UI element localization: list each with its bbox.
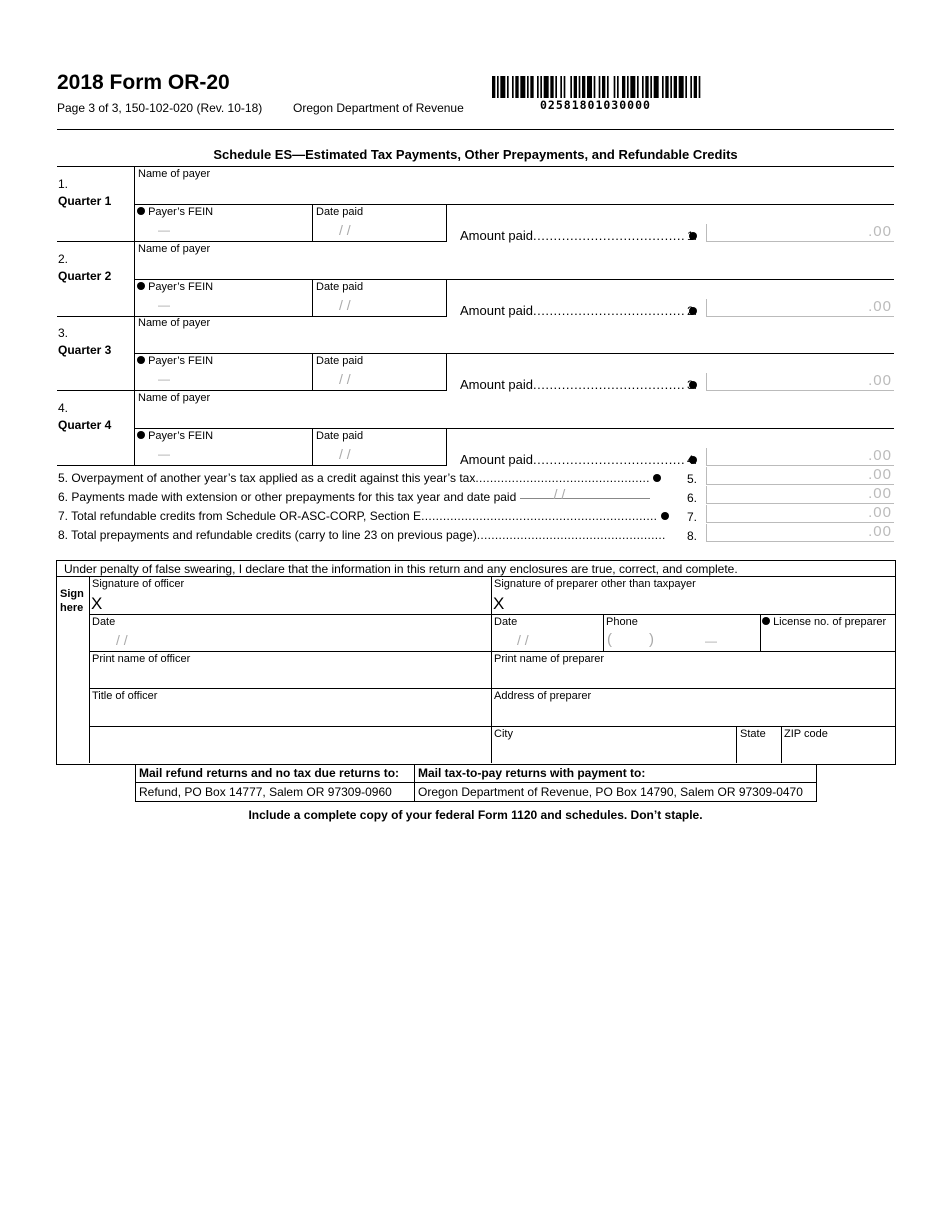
state-divider (736, 726, 737, 763)
line-amount-field[interactable] (706, 505, 894, 523)
schedule-line-7: 7. Total refundable credits from Schedule OR-ASC-CORP, Section E................................................................. (58, 509, 669, 523)
state-label: State (740, 728, 766, 740)
phone-label: Phone (606, 616, 638, 628)
phone-field[interactable] (606, 630, 756, 650)
fein-divider (312, 204, 313, 241)
title-officer-field[interactable] (92, 704, 490, 724)
officer-date-field[interactable]: / / (116, 632, 128, 648)
preparer-date-field[interactable]: / / (517, 632, 529, 648)
required-bullet-icon (137, 207, 145, 215)
date-divider (446, 204, 447, 241)
quarter-bottom-rule (57, 465, 447, 466)
schedule-top-rule (57, 166, 894, 167)
fein-dash: — (158, 372, 170, 386)
amount-paid-label: Amount paid..................................... (460, 452, 697, 467)
fein-dash: — (158, 447, 170, 461)
pay-address: Oregon Department of Revenue, PO Box 14790, Salem OR 97309-0470 (418, 785, 803, 799)
title-officer-label: Title of officer (92, 690, 158, 702)
fein-field[interactable] (138, 293, 310, 313)
city-label: City (494, 728, 513, 740)
date-paid-field[interactable]: / / (339, 446, 351, 462)
required-bullet-icon (653, 474, 661, 482)
payer-name-label: Name of payer (138, 243, 211, 255)
quarter-bottom-rule (57, 390, 447, 391)
fein-dash: — (158, 223, 170, 237)
schedule-line-6: 6. Payments made with extension or other prepayments for this tax year and date paid / / (58, 490, 650, 504)
quarter-bottom-rule (57, 316, 447, 317)
payer-name-rule (134, 204, 894, 205)
quarter-name: Quarter 2 (58, 269, 112, 283)
license-field[interactable] (762, 630, 892, 650)
preparer-signature-x: X (493, 594, 505, 613)
line-amount-field[interactable] (706, 467, 894, 485)
payer-name-label: Name of payer (138, 317, 211, 329)
line-number: 8. (687, 529, 698, 543)
officer-signature-field[interactable] (92, 578, 490, 614)
address-preparer-field[interactable] (494, 704, 892, 724)
payer-name-field[interactable] (138, 257, 892, 277)
amount-paid-label: Amount paid..................................... (460, 377, 697, 392)
date-paid-field[interactable]: / / (339, 297, 351, 313)
fein-label: Payer’s FEIN (148, 430, 214, 442)
sign-row-rule-1 (89, 614, 895, 615)
cents-placeholder: .00 (868, 504, 892, 521)
quarter-number: 1. (58, 177, 69, 191)
print-officer-label: Print name of officer (92, 653, 191, 665)
quarter-number: 3. (58, 326, 69, 340)
fein-divider (312, 428, 313, 465)
header-divider (57, 129, 894, 130)
fein-label: Payer’s FEIN (148, 281, 214, 293)
line-number: 4. (687, 453, 698, 467)
fein-divider (312, 279, 313, 316)
license-label: License no. of preparer (773, 616, 887, 628)
zip-field[interactable] (784, 742, 892, 762)
amount-paid-field[interactable] (706, 373, 894, 391)
payer-name-field[interactable] (138, 406, 892, 426)
line-number: 6. (687, 491, 698, 505)
sign-middle-divider (491, 576, 492, 763)
amount-paid-field[interactable] (706, 299, 894, 317)
quarter-name: Quarter 1 (58, 194, 112, 208)
officer-date-label: Date (92, 616, 116, 628)
fein-label: Payer’s FEIN (148, 206, 214, 218)
preparer-date-label: Date (494, 616, 518, 628)
mail-rule (135, 782, 816, 783)
print-preparer-label: Print name of preparer (494, 653, 605, 665)
amount-paid-label: Amount paid..................................... (460, 228, 697, 243)
payer-name-field[interactable] (138, 331, 892, 351)
city-field[interactable] (494, 742, 734, 762)
quarter-bottom-rule (57, 241, 447, 242)
line-number: 3. (687, 378, 698, 392)
pay-heading: Mail tax-to-pay returns with payment to: (418, 766, 646, 780)
required-bullet-icon (137, 282, 145, 290)
sign-row-rule-2 (89, 651, 895, 652)
phone-dash: — (705, 634, 717, 648)
amount-paid-field[interactable] (706, 448, 894, 466)
sign-row-rule-3 (89, 688, 895, 689)
state-field[interactable] (740, 742, 780, 762)
declaration-text: Under penalty of false swearing, I declare that the information in this return and any enclosures are true, correct, and complete. (64, 562, 738, 576)
date-paid-field[interactable]: / / (339, 371, 351, 387)
date-paid-field[interactable]: / / (339, 222, 351, 238)
payer-name-label: Name of payer (138, 168, 211, 180)
schedule-line-8: 8. Total prepayments and refundable credits (carry to line 23 on previous page).................................................... (58, 528, 666, 542)
required-bullet-icon (137, 431, 145, 439)
schedule-title: Schedule ES—Estimated Tax Payments, Other Prepayments, and Refundable Credits (213, 147, 738, 162)
line-number: 1. (687, 229, 698, 243)
zip-divider (781, 726, 782, 763)
phone-divider (603, 614, 604, 651)
fein-field[interactable] (138, 218, 310, 238)
line-amount-field[interactable] (706, 524, 894, 542)
preparer-signature-field[interactable] (494, 578, 892, 614)
quarter-name: Quarter 4 (58, 418, 112, 432)
line-amount-field[interactable] (706, 486, 894, 504)
cents-placeholder: .00 (868, 372, 892, 389)
quarter-name: Quarter 3 (58, 343, 112, 357)
form-title: 2018 Form OR-20 (57, 71, 230, 94)
license-divider (760, 614, 761, 651)
officer-signature-x: X (91, 594, 103, 613)
print-preparer-field[interactable] (494, 667, 892, 687)
date-paid-label: Date paid (316, 206, 364, 218)
refund-heading: Mail refund returns and no tax due returns to: (139, 766, 400, 780)
amount-paid-label: Amount paid..................................... (460, 303, 697, 318)
date-divider (446, 428, 447, 465)
cents-placeholder: .00 (868, 523, 892, 540)
footer-note: Include a complete copy of your federal Form 1120 and schedules. Don’t staple. (248, 808, 703, 822)
department-name: Oregon Department of Revenue (293, 101, 464, 115)
barcode-number: 02581801030000 (540, 98, 651, 112)
sign-here-label: Sign here (60, 588, 84, 614)
sign-here-divider (89, 576, 90, 763)
date-paid-label: Date paid (316, 355, 364, 367)
date-divider (446, 279, 447, 316)
quarter-number: 4. (58, 401, 69, 415)
officer-signature-label: Signature of officer (92, 578, 185, 590)
line-number: 7. (687, 510, 698, 524)
phone-close-paren: ) (649, 631, 654, 648)
print-officer-field[interactable] (92, 667, 490, 687)
cents-placeholder: .00 (868, 223, 892, 240)
declaration-rule (56, 576, 895, 577)
phone-open-paren: ( (607, 631, 612, 648)
fein-divider (312, 353, 313, 390)
sign-row-rule-4 (89, 726, 895, 727)
line-number: 5. (687, 472, 698, 486)
required-bullet-icon (661, 512, 669, 520)
line6-date-field[interactable]: / / (553, 486, 566, 502)
payer-name-rule (134, 353, 894, 354)
payer-name-label: Name of payer (138, 392, 211, 404)
required-bullet-icon (137, 356, 145, 364)
date-divider (446, 353, 447, 390)
payer-name-rule (134, 279, 894, 280)
date-paid-label: Date paid (316, 430, 364, 442)
page-info: Page 3 of 3, 150-102-020 (Rev. 10-18) (57, 101, 263, 115)
barcode-image (492, 76, 702, 98)
payer-name-rule (134, 428, 894, 429)
amount-paid-field[interactable] (706, 224, 894, 242)
cents-placeholder: .00 (868, 298, 892, 315)
cents-placeholder: .00 (868, 447, 892, 464)
cents-placeholder: .00 (868, 466, 892, 483)
payer-name-field[interactable] (138, 182, 892, 202)
zip-label: ZIP code (784, 728, 828, 740)
fein-label: Payer’s FEIN (148, 355, 214, 367)
date-paid-label: Date paid (316, 281, 364, 293)
fein-field[interactable] (138, 442, 310, 462)
schedule-line-5: 5. Overpayment of another year’s tax applied as a credit against this year’s tax................................................ (58, 471, 661, 485)
fein-dash: — (158, 298, 170, 312)
line-number: 2. (687, 304, 698, 318)
preparer-signature-label: Signature of preparer other than taxpayer (494, 578, 696, 590)
cents-placeholder: .00 (868, 485, 892, 502)
quarter-number: 2. (58, 252, 69, 266)
address-preparer-label: Address of preparer (494, 690, 592, 702)
refund-address: Refund, PO Box 14777, Salem OR 97309-0960 (139, 785, 392, 799)
required-bullet-icon (762, 617, 770, 625)
fein-field[interactable] (138, 367, 310, 387)
